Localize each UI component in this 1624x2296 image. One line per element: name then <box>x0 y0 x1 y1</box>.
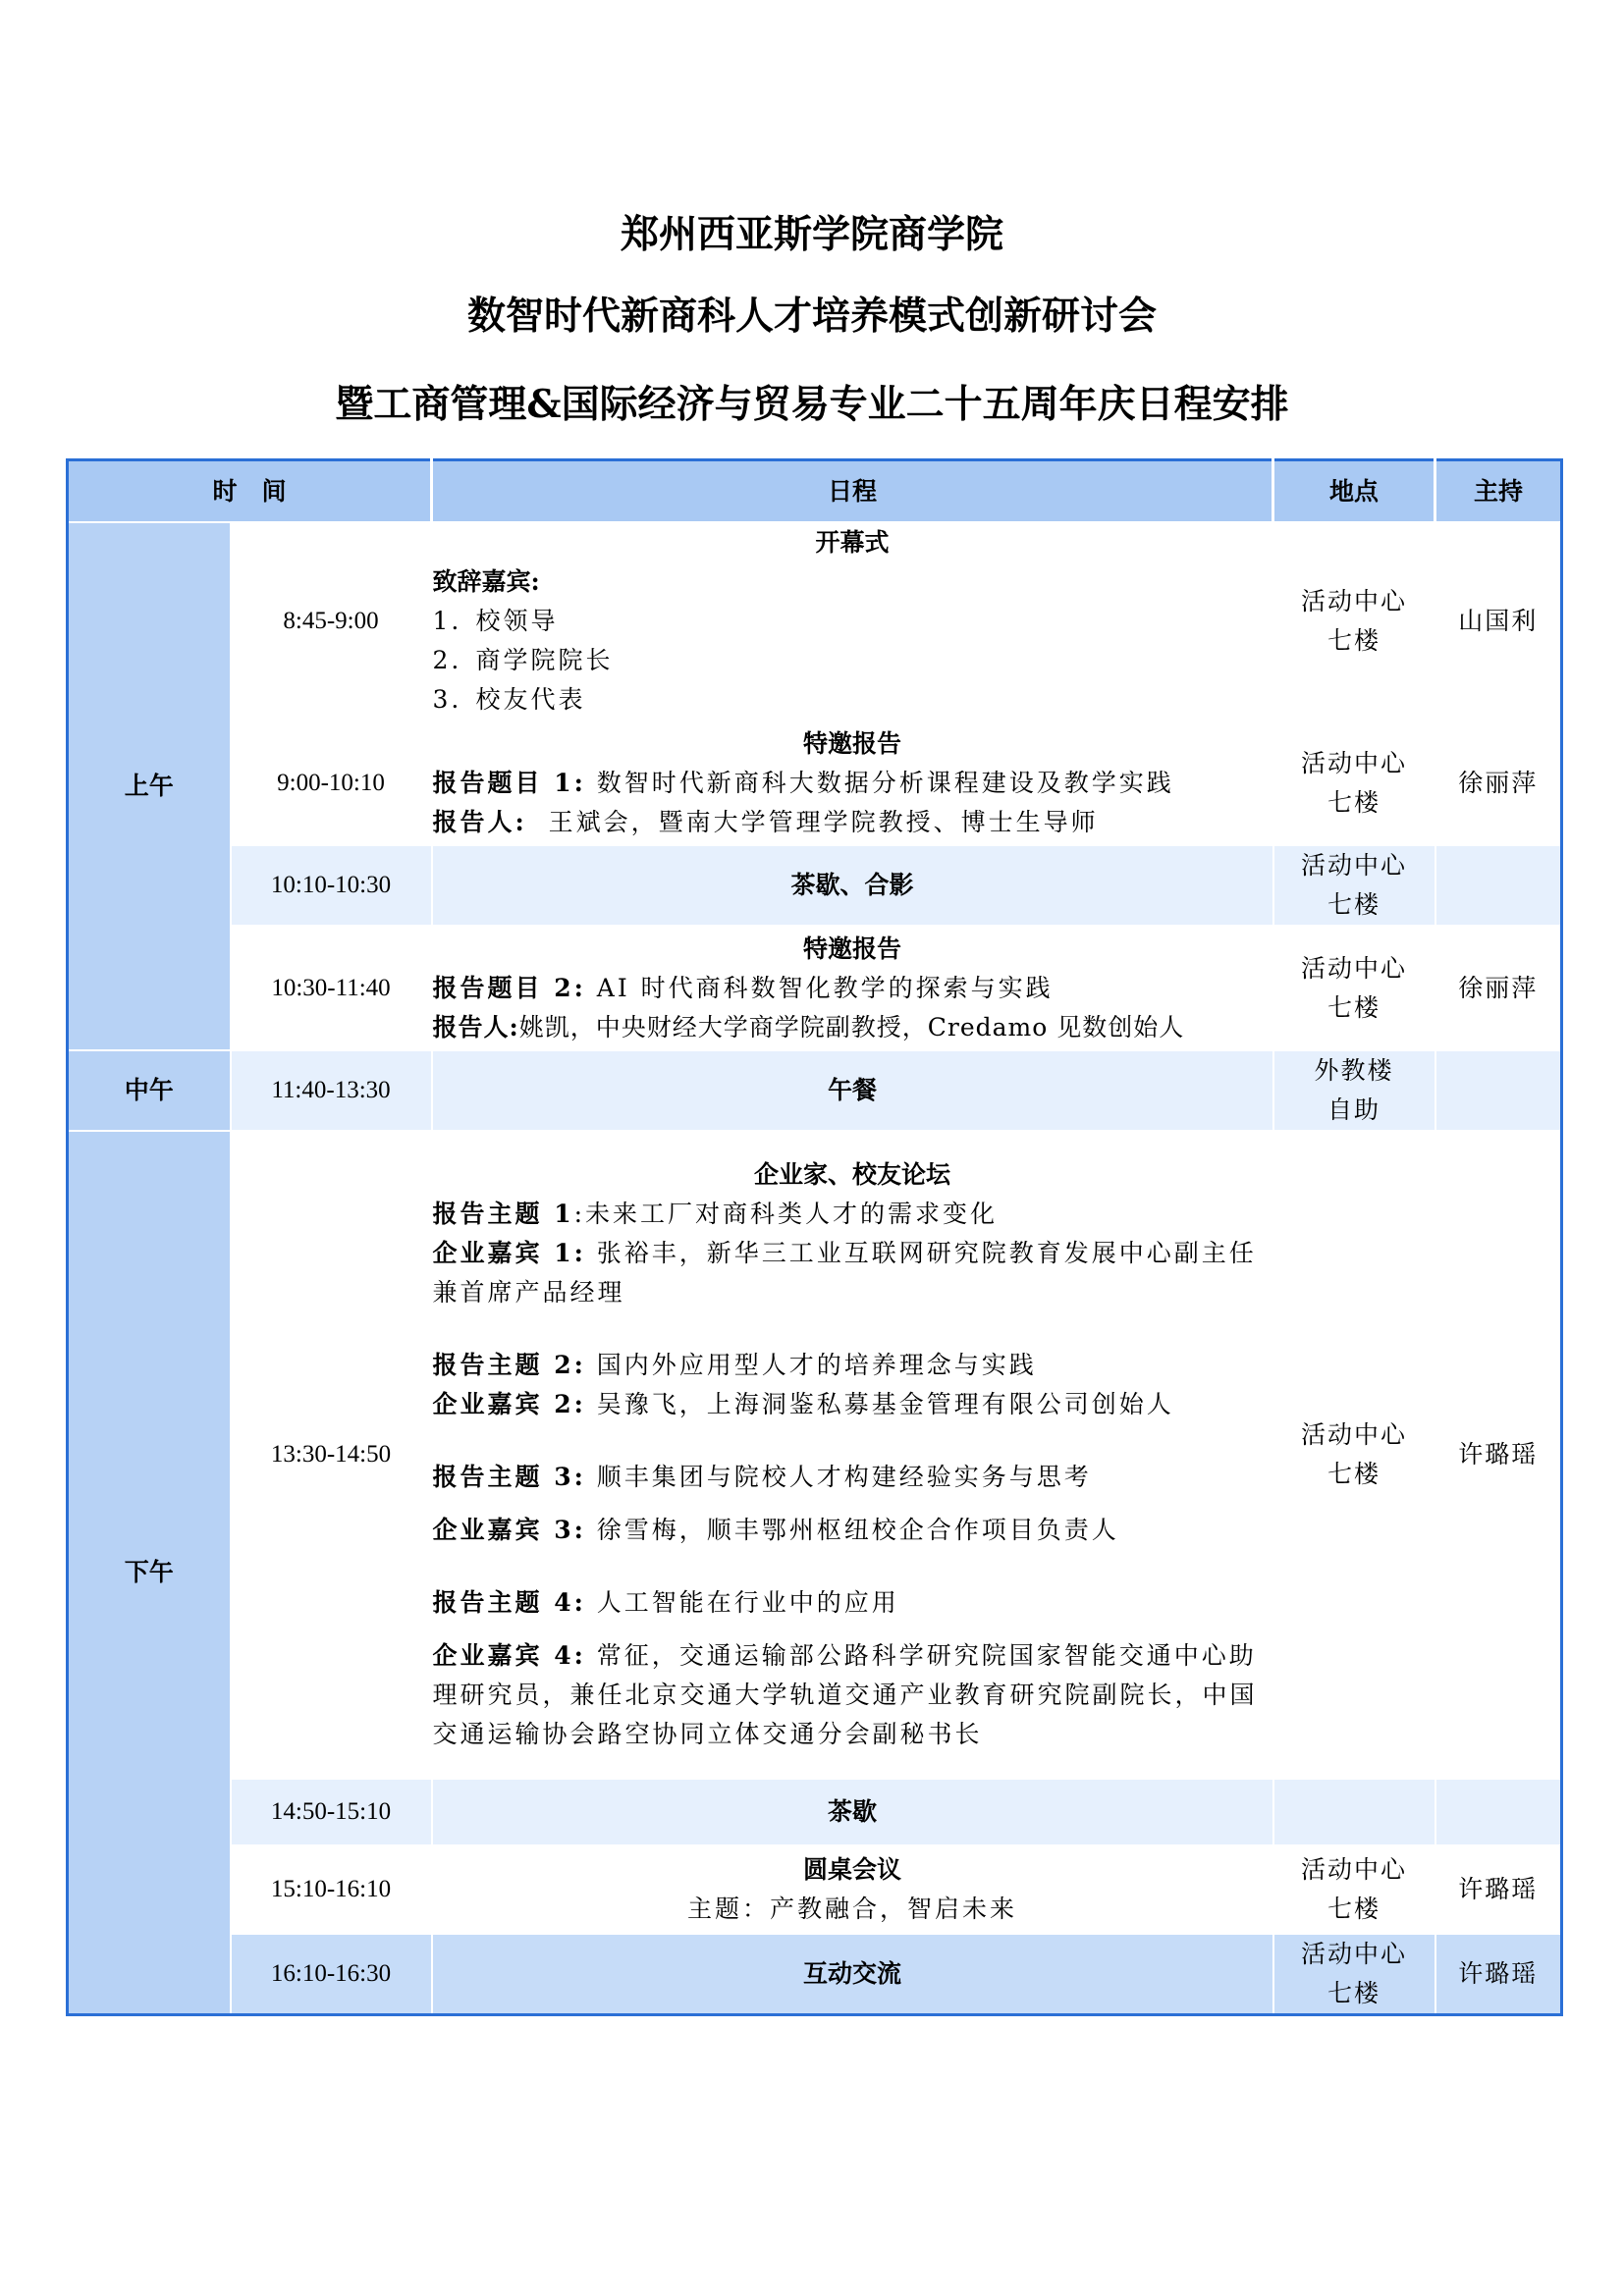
row-time: 10:30-11:40 <box>231 926 432 1050</box>
row-program <box>432 522 1273 721</box>
title-seminar: 数智时代新商科人才培养模式创新研讨会 <box>466 294 1157 339</box>
row-host: 山国利 <box>1435 522 1562 721</box>
program-heading: 茶歇、合影 <box>432 845 1273 926</box>
speaker-text: 姚凯，中央财经大学商学院副教授，Credamo 见数创始人 <box>518 1012 1185 1041</box>
guest-text: 常征，交通运输部公路科学研究院国家智能交通中心助理研究员，兼任北京交通大学轨道交通产业教育研究院副院长，中国交通运输协会路空协同立体交通分会副秘书长 <box>432 1641 1258 1748</box>
topic-label: 报告主题 1 <box>432 1200 574 1228</box>
header-host: 主持 <box>1435 460 1562 523</box>
table-row <box>68 522 1562 721</box>
table-row <box>68 1779 1562 1845</box>
row-time: 16:10-16:30 <box>231 1934 432 2015</box>
row-host: 许璐瑶 <box>1435 1934 1562 2015</box>
topic-text: 人工智能在行业中的应用 <box>596 1588 899 1617</box>
program-heading: 开幕式 <box>815 528 890 557</box>
topic-text: 顺丰集团与院校人才构建经验实务与思考 <box>596 1463 1092 1491</box>
row-host: 徐丽萍 <box>1435 926 1562 1050</box>
row-location <box>1273 1779 1435 1845</box>
program-heading: 特邀报告 <box>803 934 902 963</box>
header-location: 地点 <box>1273 460 1435 523</box>
list-item: 3. 校友代表 <box>432 685 586 714</box>
table-header-row <box>68 460 1562 523</box>
topic-label: 报告主题 2: <box>432 1351 586 1379</box>
row-time: 14:50-15:10 <box>231 1779 432 1845</box>
row-host <box>1435 1050 1562 1131</box>
guest-text: 徐雪梅，顺丰鄂州枢纽校企合作项目负责人 <box>596 1516 1119 1544</box>
row-time: 15:10-16:10 <box>231 1845 432 1934</box>
title-schedule: 暨工商管理&国际经济与贸易专业二十五周年庆日程安排 <box>335 382 1289 427</box>
row-time: 9:00-10:10 <box>231 721 432 845</box>
topic-text: 国内外应用型人才的培养理念与实践 <box>596 1351 1037 1379</box>
period-afternoon: 下午 <box>68 1131 231 2015</box>
topic-text: :未来工厂对商科类人才的需求变化 <box>573 1200 999 1228</box>
row-location: 外教楼 自助 <box>1273 1050 1435 1131</box>
row-location: 活动中心 七楼 <box>1273 721 1435 845</box>
topic-text: AI 时代商科数智化教学的探索与实践 <box>596 973 1054 1002</box>
guest-text: 吴豫飞，上海洞鉴私募基金管理有限公司创始人 <box>596 1390 1174 1418</box>
period-noon: 中午 <box>68 1050 231 1131</box>
header-time: 时 间 <box>68 460 432 523</box>
program-heading: 午餐 <box>432 1050 1273 1131</box>
schedule-table <box>66 458 1563 2016</box>
topic-label: 报告题目 1: <box>432 768 586 797</box>
row-time: 11:40-13:30 <box>231 1050 432 1131</box>
row-location: 活动中心 七楼 <box>1273 845 1435 926</box>
list-item: 1. 校领导 <box>432 607 559 635</box>
row-program <box>432 1131 1273 1779</box>
title-school: 郑州西亚斯学院商学院 <box>620 212 1003 257</box>
row-time: 8:45-9:00 <box>231 522 432 721</box>
topic-label: 报告主题 3: <box>432 1463 586 1491</box>
row-host: 许璐瑶 <box>1435 1131 1562 1779</box>
row-host <box>1435 845 1562 926</box>
table-row <box>68 845 1562 926</box>
row-location: 活动中心 七楼 <box>1273 926 1435 1050</box>
row-program <box>432 1845 1273 1934</box>
program-heading: 特邀报告 <box>803 728 902 758</box>
row-location: 活动中心 七楼 <box>1273 1131 1435 1779</box>
period-morning: 上午 <box>68 522 231 1050</box>
guest-label: 企业嘉宾 2: <box>432 1390 586 1418</box>
row-time: 10:10-10:30 <box>231 845 432 926</box>
topic-label: 报告题目 2: <box>432 973 586 1002</box>
table-row <box>68 1845 1562 1934</box>
row-location: 活动中心 七楼 <box>1273 1934 1435 2015</box>
row-program <box>432 926 1273 1050</box>
row-location: 活动中心 七楼 <box>1273 522 1435 721</box>
guest-text: 张裕丰，新华三工业互联网研究院教育发展中心副主任兼首席产品经理 <box>432 1239 1257 1307</box>
program-heading: 圆桌会议 <box>803 1855 902 1884</box>
row-host <box>1435 1779 1562 1845</box>
theme-text: 主题：产教融合，智启未来 <box>687 1895 1018 1923</box>
guests-label: 致辞嘉宾: <box>432 567 540 596</box>
row-program <box>432 721 1273 845</box>
list-item: 2. 商学院院长 <box>432 646 614 674</box>
speaker-text: 王斌会，暨南大学管理学院教授、博士生导师 <box>548 807 1099 836</box>
guest-label: 企业嘉宾 1: <box>432 1239 586 1267</box>
table-row <box>68 721 1562 845</box>
guest-label: 企业嘉宾 4: <box>432 1641 586 1670</box>
guest-label: 企业嘉宾 3: <box>432 1516 586 1544</box>
table-row <box>68 1131 1562 1779</box>
row-time: 13:30-14:50 <box>231 1131 432 1779</box>
program-heading: 茶歇 <box>432 1779 1273 1845</box>
topic-label: 报告主题 4: <box>432 1588 586 1617</box>
row-location: 活动中心 七楼 <box>1273 1845 1435 1934</box>
table-row <box>68 926 1562 1050</box>
row-host: 徐丽萍 <box>1435 721 1562 845</box>
topic-text: 数智时代新商科大数据分析课程建设及教学实践 <box>596 768 1174 797</box>
program-heading: 企业家、校友论坛 <box>754 1160 951 1189</box>
header-program: 日程 <box>432 460 1273 523</box>
program-heading: 互动交流 <box>432 1934 1273 2015</box>
speaker-label: 报告人: <box>432 807 527 836</box>
table-row <box>68 1934 1562 2015</box>
speaker-label: 报告人: <box>432 1012 519 1041</box>
row-host: 许璐瑶 <box>1435 1845 1562 1934</box>
table-row <box>68 1050 1562 1131</box>
